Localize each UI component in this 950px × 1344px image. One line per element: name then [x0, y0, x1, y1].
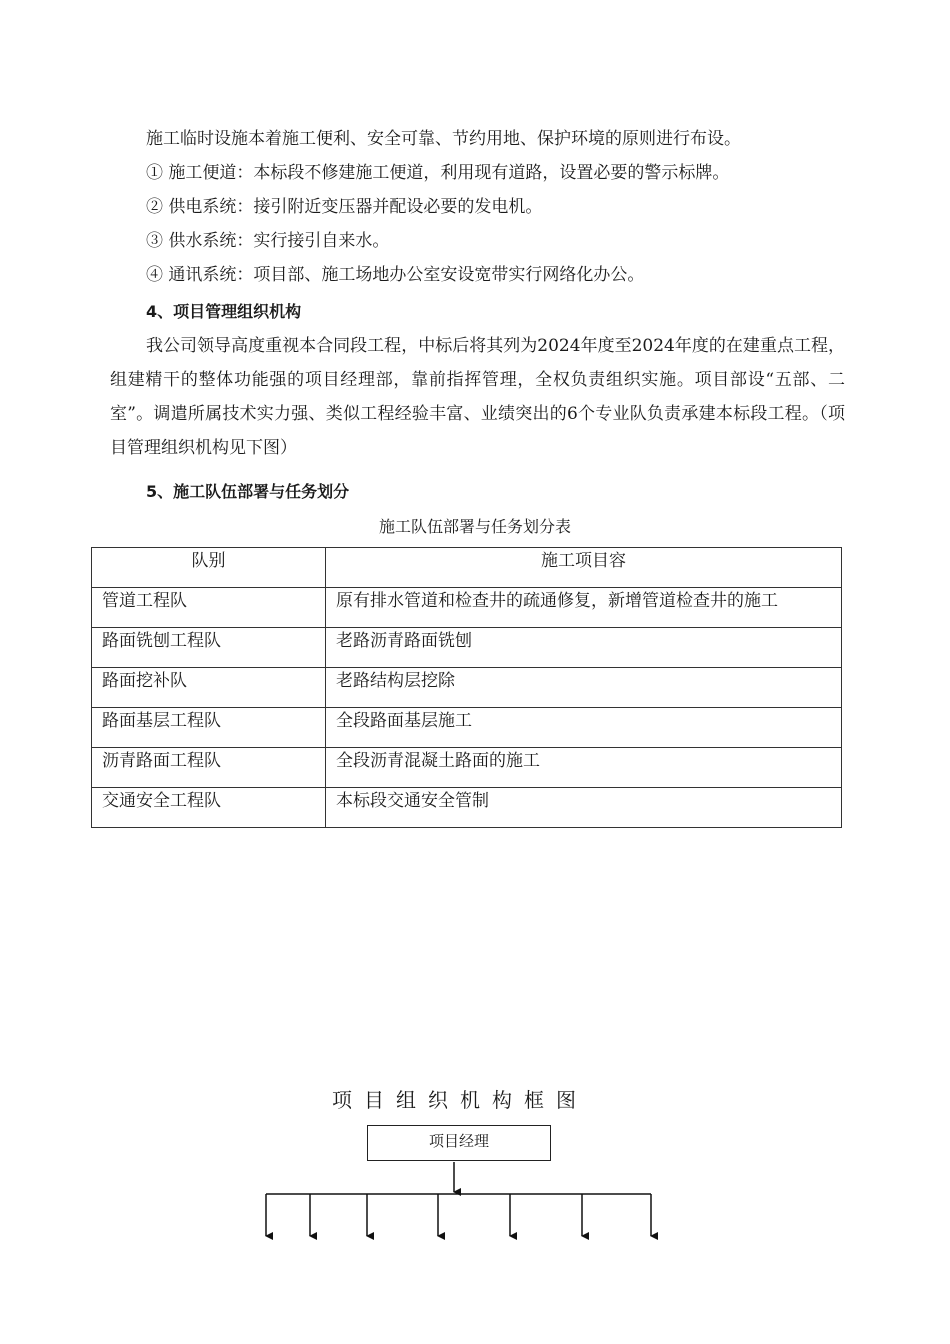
- header-content: 施工项目容: [326, 548, 842, 588]
- team-cell: 路面铣刨工程队: [92, 628, 326, 668]
- section-4-body: 我公司领导高度重视本合同段工程，中标后将其列为2024年度至2024年度的在建重点工程，组建精干的整体功能强的项目经理部，靠前指挥管理，全权负责组织实施。项目部设“五部、二室”。调遣所属技术实力强、类似工程经验丰富、业绩突出的6个专业队负责承建本标段工程。（项目管理组织机构见下图）: [110, 336, 845, 458]
- header-team: 队别: [92, 548, 326, 588]
- list-item-water: ③ 供水系统：实行接引自来水。: [146, 231, 390, 251]
- content-cell: 全段沥青混凝土路面的施工: [326, 748, 842, 788]
- content-cell: 老路沥青路面铣刨: [326, 628, 842, 668]
- list-item-road: ① 施工便道：本标段不修建施工便道，利用现有道路，设置必要的警示标牌。: [146, 163, 730, 183]
- org-chart-title: 项目组织机构框图: [332, 1088, 588, 1112]
- table-caption: 施工队伍部署与任务划分表: [378, 517, 571, 536]
- content-cell: 本标段交通安全管制: [326, 788, 842, 828]
- list-item-comm: ④ 通讯系统：项目部、施工场地办公室安设宽带实行网络化办公。: [146, 265, 645, 285]
- team-cell: 路面挖补队: [92, 668, 326, 708]
- content-cell: 全段路面基层施工: [326, 708, 842, 748]
- section-5-heading: 5、施工队伍部署与任务划分: [146, 482, 350, 501]
- team-cell: 路面基层工程队: [92, 708, 326, 748]
- list-item-power: ② 供电系统：接引附近变压器并配设必要的发电机。: [146, 197, 543, 217]
- content-cell: 老路结构层挖除: [326, 668, 842, 708]
- team-cell: 管道工程队: [92, 588, 326, 628]
- team-cell: 沥青路面工程队: [92, 748, 326, 788]
- org-root-box: 项目经理: [367, 1125, 551, 1161]
- team-cell: 交通安全工程队: [92, 788, 326, 828]
- section-4-heading: 4、项目管理组织机构: [146, 302, 302, 321]
- intro-paragraph: 施工临时设施本着施工便利、安全可靠、节约用地、保护环境的原则进行布设。: [146, 129, 741, 149]
- content-cell: 原有排水管道和检查井的疏通修复，新增管道检查井的施工: [326, 588, 842, 628]
